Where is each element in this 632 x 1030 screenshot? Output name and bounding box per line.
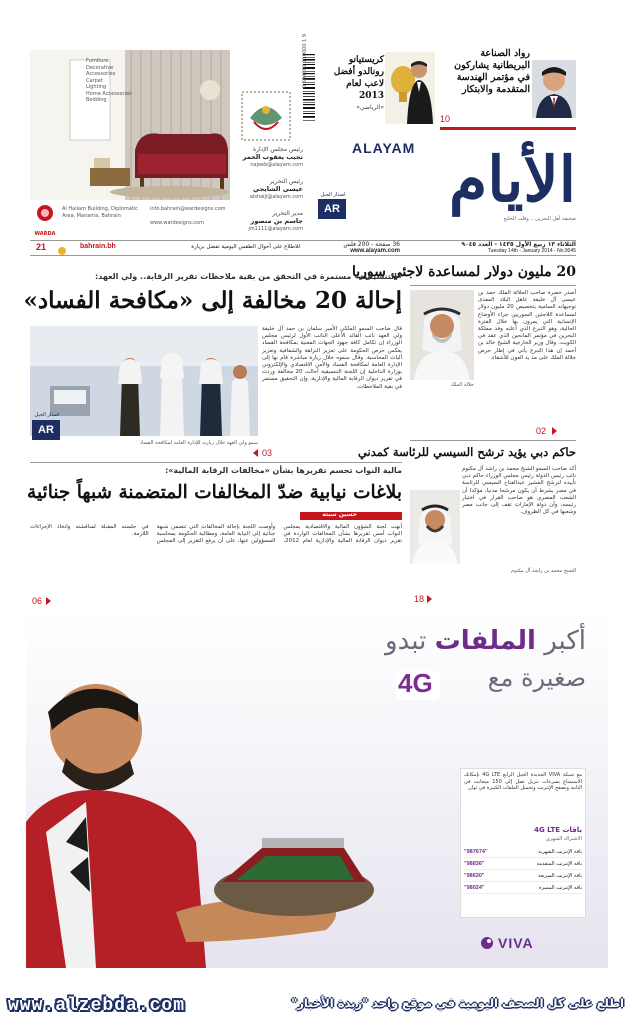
fasad-arrow-icon	[250, 449, 258, 457]
editor-name: عيسى الشايجي	[253, 185, 303, 193]
website[interactable]: www.alayam.com	[350, 248, 400, 254]
footer-promo[interactable]: اطلع على كل الصحف اليومية في موقع واحد "زبدة الأخبار"	[291, 996, 624, 1010]
nuwab-byline: حسين سبته	[322, 511, 357, 518]
syria-arrow-icon	[552, 427, 560, 435]
warda-logo[interactable]	[30, 203, 60, 237]
viva-price-label: الاشتراك الشهري	[545, 836, 582, 842]
ad-line: Lighting	[86, 84, 107, 90]
sun-icon	[56, 245, 68, 257]
syria-rule	[410, 285, 576, 286]
teaser-britain-title[interactable]: رواد الصناعة البريطانية يشاركون في مؤتمر الهندسة المتقدمة والابتكار	[454, 48, 530, 95]
date-ar: الثلاثاء ١٣ ربيع الأول ١٤٣٥ - العدد ٩٠٤٥	[461, 241, 576, 248]
nuwab-rule-top	[30, 462, 402, 463]
editor-email[interactable]: alshaiji@alayam.com	[249, 194, 303, 200]
fasad-photo	[30, 326, 258, 436]
syria-body: أصدر حضرة صاحب الجلالة الملك حمد بن عيسى آل خليفة عاهل البلاد المفدى توجيهاته السامية بتخصيص 20 مليون دولار لمساعدة اللاجئين السوريين جراء الأوضاع الإنسانية التي يمرون بها خلال الفترة الحالية، وهو التبرع الذي أعلنه وفد مملكة البحرين في مؤتمر المانحين الذي عقد في الكويت. وقال وزير الخارجية الشيخ خالد بن أحمد إن هذا التبرع يأتي في إطار حرص جلالة الملك على مد يد العون للأشقاء.	[478, 290, 576, 361]
dubai-headline[interactable]: حاكم دبي يؤيد ترشح السيسي للرئاسة كمدني	[357, 445, 576, 459]
fasad-headline[interactable]: إحالة 20 مخالفة إلى «مكافحة الفساد»	[23, 287, 402, 314]
ad-furniture-list	[86, 58, 146, 104]
viva-subline: صغيرة مع	[487, 664, 586, 692]
service-site[interactable]: bahrain.bh	[80, 243, 116, 250]
ad-line: Furniture	[86, 58, 109, 64]
viva-logo[interactable]	[480, 930, 560, 956]
viva-headline	[300, 626, 586, 656]
editor-title: رئيس التحرير	[269, 178, 303, 185]
dubai-caption: الشيخ محمد بن راشد آل مكتوم	[511, 568, 576, 574]
ar-caption-masthead: اصدار الجيل	[320, 192, 346, 198]
ad-line: Accessories	[86, 71, 116, 77]
fasad-body: قال صاحب السمو الملكي الأمير سلمان بن حمد آل خليفة ولي العهد نائب القائد الأعلى النائب الأول لرئيس مجلس الوزراء إن تكامل كافة جهود الجهات المعنية بمكافحة الفساد يعكس حرص الحكومة على تعزيز النزاهة والشفافية وتعزيز آليات المحاسبة. وقال سموه خلال زيارة مباشرة قام بها إلى الإدارة العامة لمكافحة الفساد والأمن الاقتصادي والإلكتروني بوزارة الداخلية إن اللجنة التنسيقية أحالت 20 مخالفة وردت في تقرير ديوان الرقابة المالية والإدارية، وإن التحقيق مستمر في بقية الملاحظات.	[262, 326, 402, 390]
weather-sun-icon	[56, 242, 68, 254]
footer-site[interactable]: www.alzebda.com	[8, 996, 186, 1016]
syria-headline[interactable]: 20 مليون دولار لمساعدة لاجئي سوريا	[351, 264, 576, 280]
viva-swirl-icon	[480, 936, 494, 950]
date-en: Tuesday 14th - January 2014 - No.9045	[487, 248, 576, 254]
dubai-rule-top	[410, 440, 576, 441]
dubai-body: أكد صاحب السمو الشيخ محمد بن راشد آل مكتوم نائب رئيس الدولة رئيس مجلس الوزراء حاكم دبي تأييده لترشح المشير عبدالفتاح السيسي للرئاسة في مصر بشرط أن يكون مرشحا مدنيا، مؤكدا أن الشعب المصري هو صاحب القرار في اختيار رئيسه، وأن دولة الإمارات تقف إلى جانب مصر وشعبها في كل الظروف.	[462, 466, 576, 516]
fasad-page: 03	[262, 448, 273, 458]
viva-plans-title: باقات 4G LTE	[534, 826, 582, 834]
weather-temp: 21	[36, 242, 47, 252]
ronaldo-trophy-icon	[385, 52, 435, 124]
emblem-icon	[238, 88, 294, 144]
viva-headline-post: تبدو	[385, 626, 427, 656]
ad-line: Decorative	[86, 64, 114, 71]
viva-brand: VIVA	[498, 935, 534, 951]
crown-prince-visit-icon	[30, 326, 258, 436]
top-red-rule	[440, 127, 576, 130]
plan-name: باقة الإنترنت المميزة	[539, 884, 582, 891]
plan-name: باقة الإنترنت السريعة	[538, 872, 582, 879]
teaser-photo-britain	[532, 60, 576, 118]
managing-email[interactable]: jm1111@alayam.com	[248, 226, 303, 232]
nuwab-kicker: مالية النواب تحسم تقريرها بشأن «مخالفات الرقابة المالية»:	[165, 466, 402, 475]
anniversary-emblem	[238, 88, 294, 144]
dubai-arrow-icon	[427, 595, 435, 603]
ar-badge-fasad[interactable]: AR	[32, 420, 60, 440]
viva-plans-list	[464, 846, 582, 894]
nuwab-body: أنهت لجنة الشؤون المالية والاقتصادية بمجلس النواب أمس تقريرها بشأن المخالفات الواردة في تقرير ديوان الرقابة المالية والإدارية لعام 2012، وأوصت اللجنة بإحالة المخالفات التي تتضمن شبهة جنائية إلى النيابة العامة، ومطالبة الحكومة بمحاسبة المسؤولين عنها، على أن يرفع التقرير إلى المجلس في جلسته المقبلة لمناقشته واتخاذ الإجراءات اللازمة.	[30, 524, 402, 545]
viva-headline-bold: الملفات	[434, 626, 536, 656]
plan-row[interactable]	[464, 882, 582, 894]
slogan: صحيفة أهل البحرين... وقلب الخليج	[503, 216, 576, 222]
king-caption: جلالة الملك	[450, 382, 474, 388]
fasad-caption: سمو ولي العهد خلال زيارته للإدارة العامة لمكافحة الفساد	[139, 440, 258, 446]
logo-ar: الأيام	[448, 143, 576, 216]
plan-name: باقة الإنترنت الشهرية	[538, 848, 582, 855]
nuwab-page: 06	[32, 596, 43, 606]
dubai-photo	[410, 490, 460, 564]
ad-email[interactable]: info.bahrain@wardesigns.com	[150, 206, 226, 212]
dubai-page: 18	[414, 594, 425, 604]
plan-price: "98024"	[464, 884, 485, 891]
managing-name: جاسم بن منصور	[250, 217, 303, 225]
teaser-britain-page: 10	[440, 114, 451, 124]
nuwab-headline[interactable]: بلاغات نيابية ضدّ المخالفات المتضمنة شبهاً جنائية	[27, 482, 402, 503]
king-photo	[410, 290, 474, 380]
plan-row[interactable]	[464, 858, 582, 870]
ad-line: Carpet	[86, 77, 103, 84]
man-portrait-icon	[532, 60, 576, 118]
king-portrait-icon	[410, 290, 474, 380]
ar-badge-masthead[interactable]: AR	[318, 199, 346, 219]
chairman-email[interactable]: najeeb@alayam.com	[250, 162, 303, 168]
pages-price: 36 صفحة - 200 فلس	[343, 241, 400, 248]
logo-en: ALAYAM	[352, 140, 416, 156]
service-text: للاطلاع على أحوال الطقس اليومية تفضل بزيارة	[191, 244, 300, 250]
plan-row[interactable]	[464, 870, 582, 882]
viva-headline-pre: أكبر	[544, 626, 586, 656]
ar-caption-fasad: اصدار الجيل	[34, 412, 60, 418]
fasad-kicker: «التنسيقية» مستمرة في التحقق من بقية ملاحظات تقرير الرقابة.. ولي العهد:	[95, 272, 402, 281]
ad-line: Home Accessories	[86, 90, 132, 97]
warda-flower-icon	[30, 203, 60, 227]
ad-line: Bedding	[86, 97, 107, 103]
warda-brand: WARDA	[34, 231, 56, 237]
plan-name: باقة الإنترنت المتقدمة	[536, 860, 582, 867]
plan-price: "98836"	[464, 860, 485, 867]
chairman-title: رئيس مجلس الإدارة	[252, 146, 303, 153]
nuwab-arrow-icon	[46, 597, 54, 605]
teaser-photo-ronaldo	[385, 52, 435, 124]
syria-page: 02	[536, 426, 547, 436]
plan-price: "987674"	[464, 848, 488, 855]
viva-4g-badge: 4G	[398, 668, 433, 698]
barcode-digits: 0 684001 110000 1 9	[302, 33, 308, 88]
ad-web[interactable]: www.wardesigns.com	[150, 220, 204, 226]
viva-intro: مع شبكة VIVA الجديدة الجيل الرابع 4G LTE بإمكانك الاستمتاع بسرعات تنزيل تصل إلى 150 ميجابت في الثانية وتصفح الإنترنت وتحميل الملفات الكبيرة في ثوان	[464, 772, 582, 791]
teaser-ronaldo-title[interactable]: كريستيانو رونالدو أفضل لاعب لعام 2013	[333, 55, 384, 101]
sheikh-portrait-icon	[410, 490, 460, 564]
teaser-ronaldo-section: «الرياضي»	[356, 104, 384, 111]
plan-price: "98630"	[464, 872, 485, 879]
plan-row[interactable]	[464, 846, 582, 858]
managing-title: مدير التحرير	[272, 210, 303, 217]
ad-address: Al Hailam Building, Diplomatic Area, Manama, Bahrain	[62, 206, 138, 219]
chairman-name: نجيب يعقوب الحمر	[242, 153, 303, 161]
